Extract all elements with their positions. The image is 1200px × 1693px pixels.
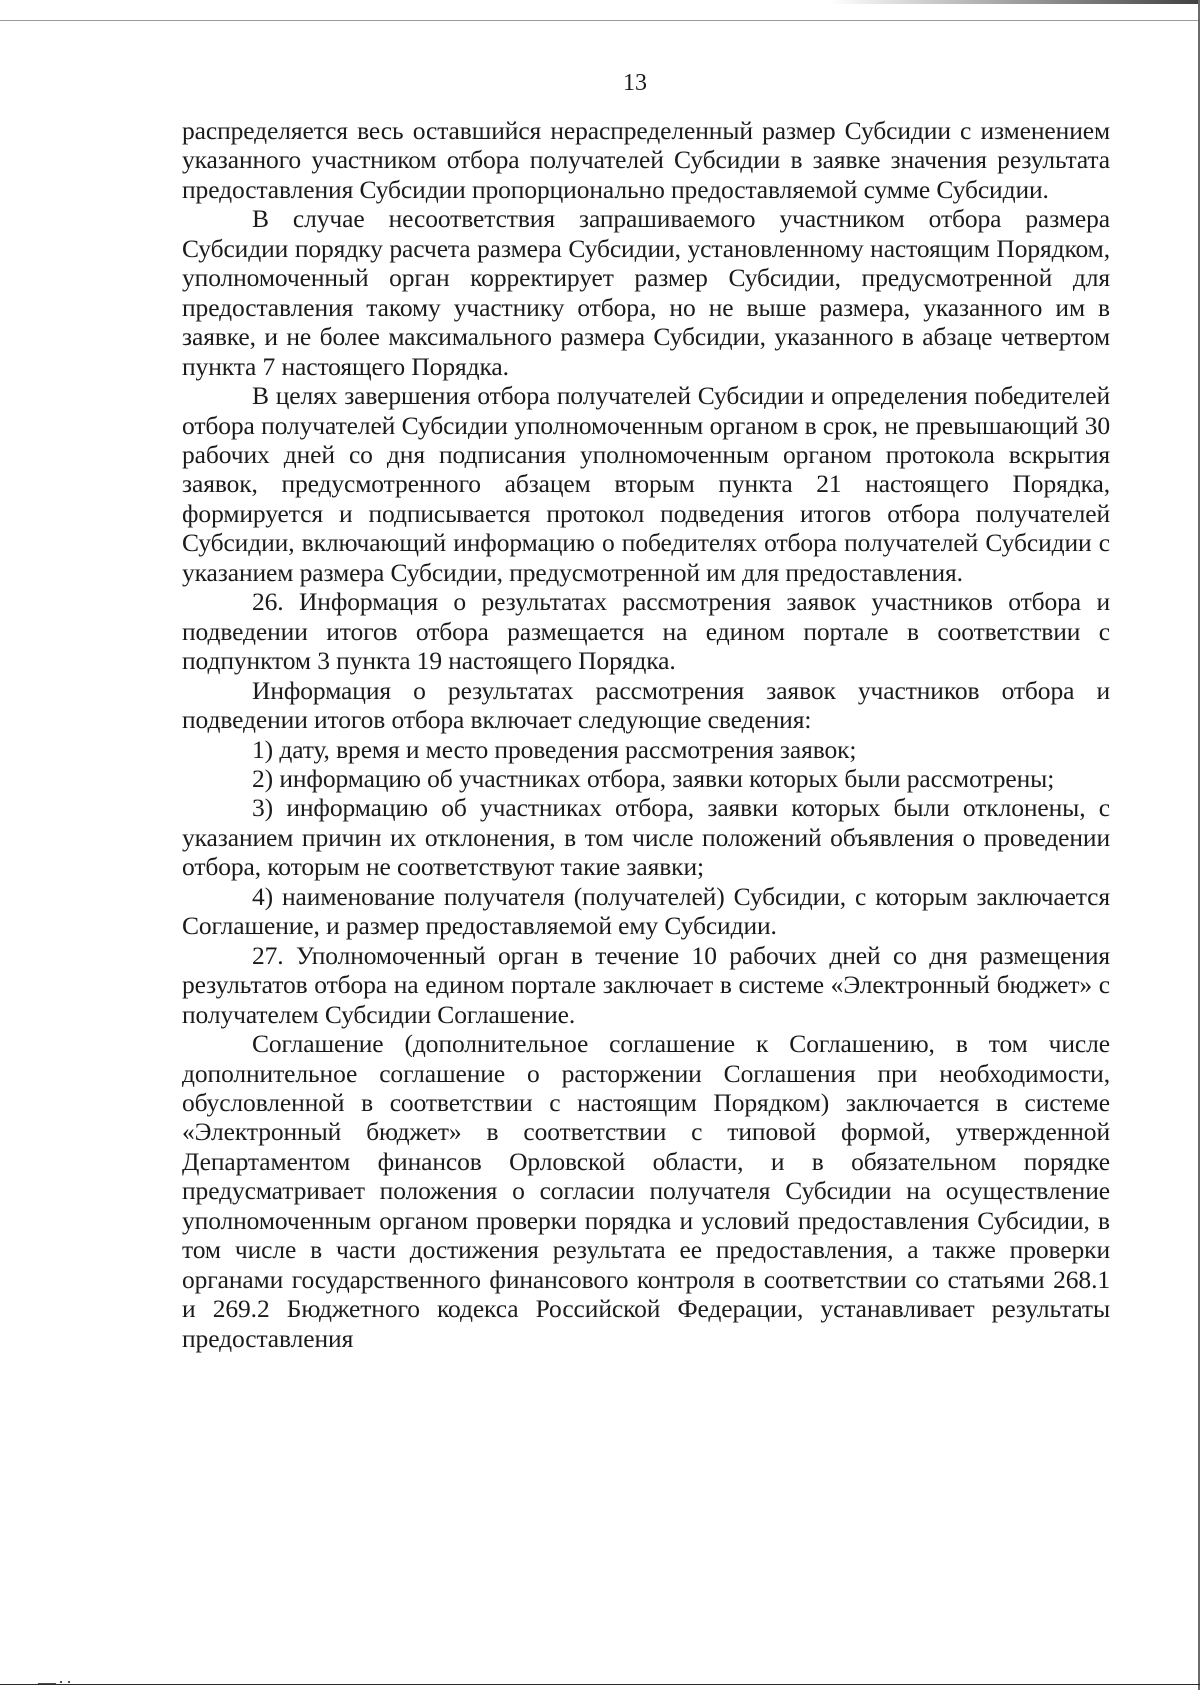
paragraph: Информация о результатах рассмотрения заявок участников отбора и подведении итогов отбора включает следующие сведения: [182,675,1110,735]
scan-top-shadow [830,0,1200,4]
paragraph: распределяется весь оставшийся нераспределенный размер Субсидии с изменением указанного участником отбора получателей Субсидии в заявке значения результата предоставления Субсидии пропорционально предоставляемой сумме Субсидии. [182,116,1110,204]
scan-bottom-rule [0,1684,1200,1685]
paragraph: В целях завершения отбора получателей Субсидии и определения победителей отбора получателей Субсидии уполномоченным органом в срок, не превышающий 30 рабочих дней со дня подписания уполномоченным органом протокола вскрытия заявок, предусмотренного абзацем вторым пункта 21 настоящего Порядка, формируется и подписывается протокол подведения итогов отбора получателей Субсидии, включающий информацию о победителях отбора получателей Субсидии с указанием размера Субсидии, предусмотренной им для предоставления. [182,381,1110,587]
list-item: 3) информацию об участниках отбора, заявки которых были отклонены, с указанием причин их отклонения, в том числе положений объявления о проведении отбора, которым не соответствуют такие заявки; [182,793,1110,882]
page-number: 13 [623,70,647,96]
paragraph: В случае несоответствия запрашиваемого участником отбора размера Субсидии порядку расчета размера Субсидии, установленному настоящим Порядком, уполномоченный орган корректирует размер Субсидии, предусмотренной для предоставления такому участнику отбора, но не выше размера, указанного им в заявке, и не более максимального размера Субсидии, указанного в абзаце четвертом пункта 7 настоящего Порядка. [182,204,1110,381]
paragraph: 26. Информация о результатах рассмотрения заявок участников отбора и подведении итогов отбора размещается на едином портале в соответствии с подпунктом 3 пункта 19 настоящего Порядка. [182,587,1110,676]
paragraph: 27. Уполномоченный орган в течение 10 рабочих дней со дня размещения результатов отбора на едином портале заключает в системе «Электронный бюджет» с получателем Субсидии Соглашение. [182,940,1110,1029]
scan-top-rule [0,20,1200,21]
document-body [182,116,1110,1353]
scan-bottom-mark: —·· [38,1672,74,1692]
list-item: 4) наименование получателя (получателей) Субсидии, с которым заключается Соглашение, и размер предоставляемой ему Субсидии. [182,881,1110,941]
list-item: 2) информацию об участниках отбора, заявки которых были рассмотрены; [252,763,1055,793]
list-item: 1) дату, время и место проведения рассмотрения заявок; [252,734,857,764]
paragraph: Соглашение (дополнительное соглашение к Соглашению, в том числе дополнительное соглашение о расторжении Соглашения при необходимости, обусловленной в соответствии с настоящим Порядком) заключается в системе «Электронный бюджет» в соответствии с типовой формой, утвержденной Департаментом финансов Орловской области, и в обязательном порядке предусматривает положения о согласии получателя Субсидии на осуществление уполномоченным органом проверки порядка и условий предоставления Субсидии, в том числе в части достижения результата ее предоставления, а также проверки органами государственного финансового контроля в соответствии со статьями 268.1 и 269.2 Бюджетного кодекса Российской Федерации, устанавливает результаты предоставления [182,1029,1110,1353]
